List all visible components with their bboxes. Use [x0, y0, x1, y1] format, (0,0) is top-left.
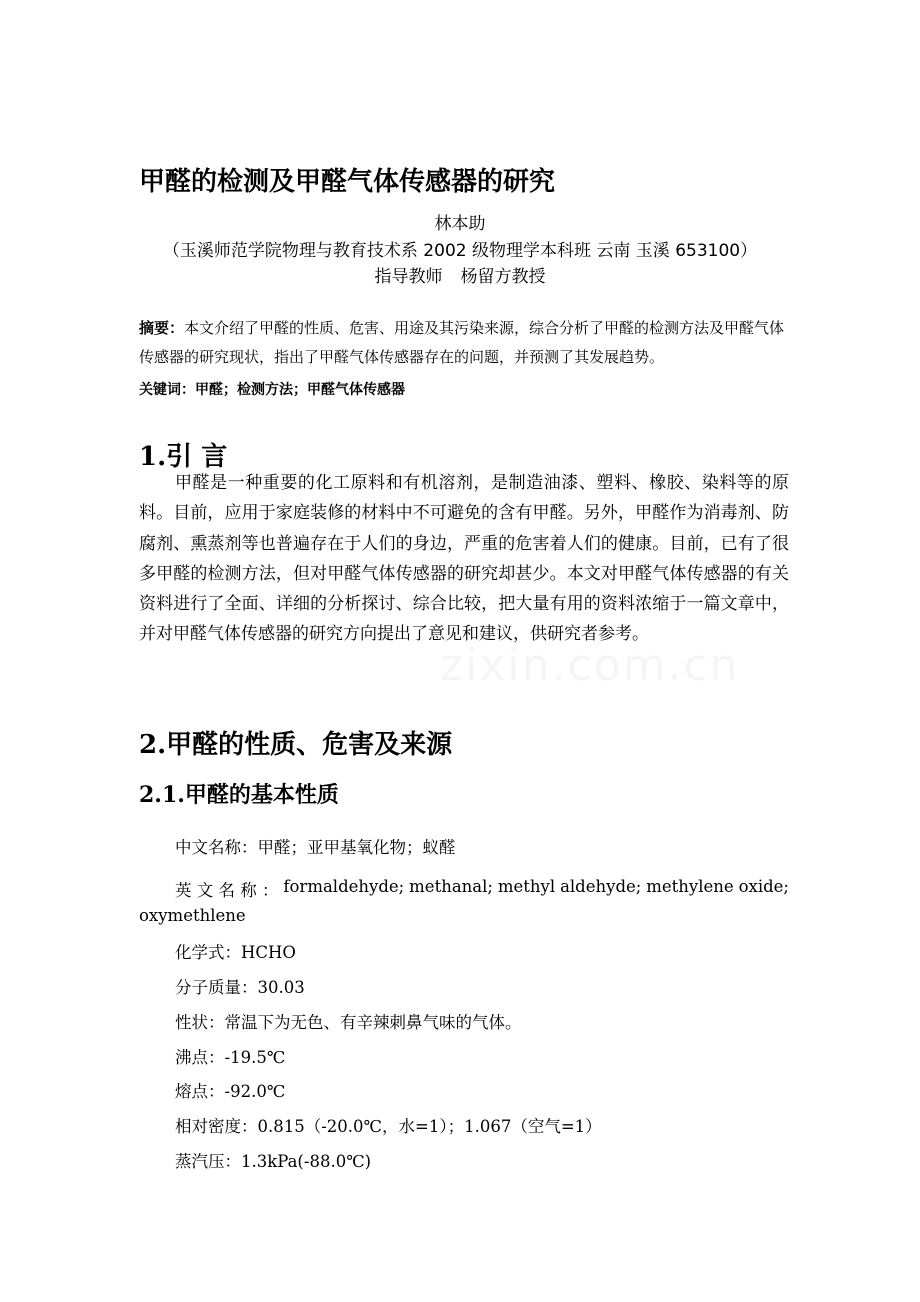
- abstract-text: 本文介绍了甲醛的性质、危害、用途及其污染来源，综合分析了甲醛的检测方法及甲醛气体传感器的研究现状，指出了甲醛气体传感器存在的问题，并预测了其发展趋势。: [139, 319, 785, 366]
- property-english-name: [139, 877, 789, 925]
- english-name-continuation: oxymethlene: [139, 906, 246, 925]
- english-name-word: methyl: [497, 877, 556, 896]
- section-2-1-heading: 2.1.甲醛的基本性质: [139, 782, 339, 808]
- property-vapor-pressure: 蒸汽压：1.3kPa(-88.0℃): [175, 1152, 372, 1171]
- property-relative-density: 相对密度：0.815（-20.0℃，水=1）；1.067（空气=1）: [175, 1117, 602, 1136]
- author-name: 林本助: [434, 214, 486, 234]
- property-formula: 化学式：HCHO: [175, 943, 296, 962]
- english-name-word: aldehyde;: [560, 877, 642, 896]
- section-1-paragraph: 甲醛是一种重要的化工原料和有机溶剂，是制造油漆、塑料、橡胶、染料等的原料。目前，应用于家庭装修的材料中不可避免的含有甲醛。另外，甲醛作为消毒剂、防腐剂、熏蒸剂等也普遍存在于人们的身边，严重的危害着人们的健康。目前，已有了很多甲醛的检测方法，但对甲醛气体传感器的研究却甚少。本文对甲醛气体传感器的有关资料进行了全面、详细的分析探讨、综合比较，把大量有用的资料浓缩于一篇文章中，并对甲醛气体传感器的研究方向提出了意见和建议，供研究者参考。: [139, 473, 789, 645]
- english-name-label: 英 文 名 称 ：: [175, 881, 279, 900]
- advisor-label: 指导教师: [374, 267, 443, 287]
- property-melting-point: 熔点：-92.0℃: [175, 1082, 286, 1101]
- property-appearance: 性状：常温下为无色、有辛辣刺鼻气味的气体。: [175, 1013, 522, 1032]
- property-molecular-mass: 分子质量：30.03: [175, 978, 305, 997]
- english-name-word: methanal;: [409, 877, 493, 896]
- english-name-word: methylene: [646, 877, 734, 896]
- english-name-word: formaldehyde;: [283, 877, 405, 896]
- property-chinese-name: 中文名称：甲醛；亚甲基氧化物；蚁醛: [175, 838, 456, 857]
- author-affiliation: （玉溪师范学院物理与教育技术系 2002 级物理学本科班 云南 玉溪 653100）: [162, 241, 758, 261]
- advisor-name: 杨留方教授: [460, 267, 546, 287]
- keywords: 关键词：甲醛；检测方法；甲醛气体传感器: [139, 382, 405, 398]
- abstract: [139, 314, 789, 372]
- advisor-line: [0, 262, 920, 287]
- property-boiling-point: 沸点：-19.5℃: [175, 1048, 286, 1067]
- watermark: zixin.com.cn: [440, 640, 740, 691]
- abstract-label: 摘要：: [139, 319, 185, 337]
- section-2-heading: 2.甲醛的性质、危害及来源: [139, 730, 453, 760]
- english-name-word: oxide;: [738, 877, 789, 896]
- paper-title: 甲醛的检测及甲醛气体传感器的研究: [139, 167, 556, 197]
- section-1-heading: 1.引 言: [139, 442, 228, 472]
